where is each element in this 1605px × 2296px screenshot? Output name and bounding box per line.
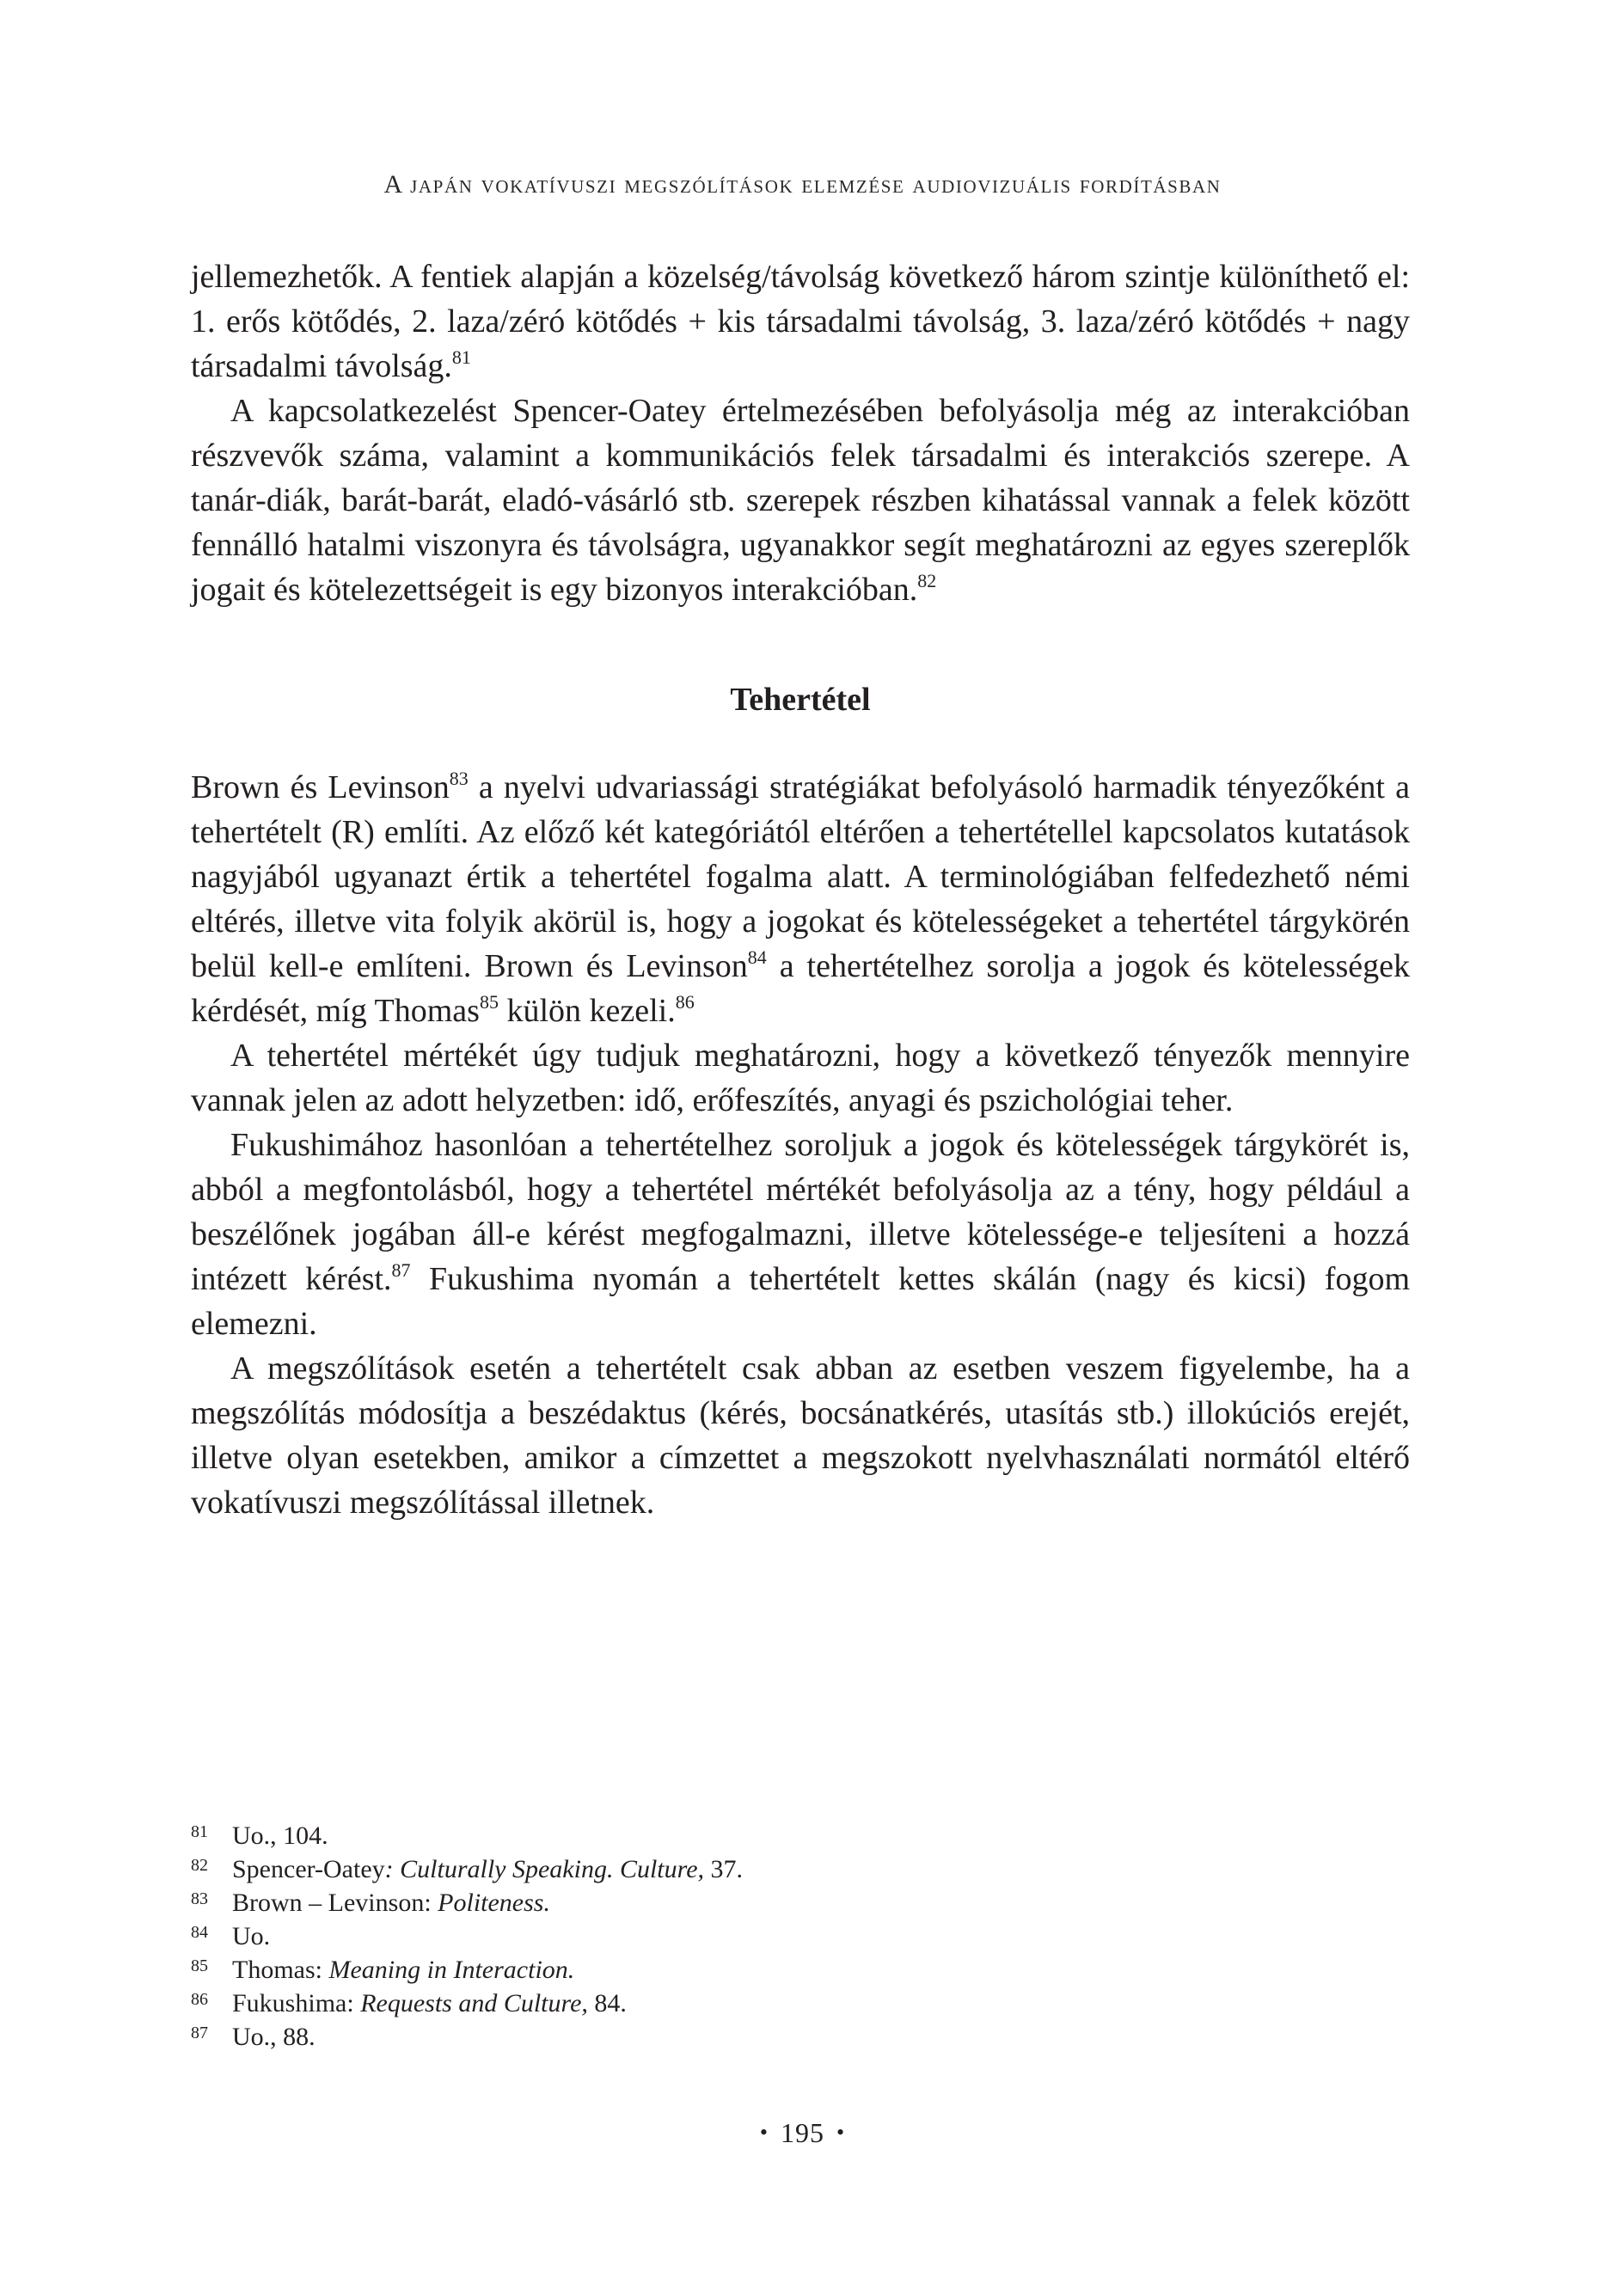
footnote-number: 84 (191, 1923, 208, 1942)
footnote-text: Spencer-Oatey: Culturally Speaking. Culture, 37. (232, 1855, 744, 1883)
page-number (0, 2117, 1605, 2149)
footnote-ref-85[interactable]: 85 (479, 991, 499, 1013)
paragraph-text: a tehertételhez sorolja a jogok és kötelességek kérdését, míg Thomas (191, 948, 1410, 1029)
footnote (191, 2020, 1222, 2054)
paragraph-1 (191, 254, 1410, 389)
paragraph-text: jellemezhetők. A fentiek alapján a közelség/távolság következő három szintje különíthető el: 1. erős kötődés, 2. laza/zéró kötődés + kis társadalmi távolság, 3. laza/zéró kötődés + nagy társadalmi távolság. (191, 259, 1410, 384)
paragraph-2 (191, 389, 1410, 612)
paragraph-4 (191, 1033, 1410, 1123)
paragraph-text: Brown és Levinson (191, 769, 450, 805)
footnote-ref-87[interactable]: 87 (391, 1259, 411, 1281)
footnote-number: 87 (191, 2024, 208, 2042)
footnote (191, 1953, 1222, 1987)
footnote-number: 81 (191, 1822, 208, 1841)
footnote-number: 82 (191, 1856, 208, 1875)
footnote (191, 1819, 1222, 1852)
footnote-number: 86 (191, 1990, 208, 2009)
footnote-ref-84[interactable]: 84 (747, 946, 767, 968)
footnote-text: Uo. (232, 1922, 271, 1950)
paragraph-text: külön kezeli. (498, 993, 676, 1029)
footnote (191, 1919, 1222, 1953)
footnote-number: 83 (191, 1889, 208, 1908)
paragraph-text: A tehertétel mértékét úgy tudjuk meghatározni, hogy a következő tényezők mennyire vannak jelen az adott helyzetben: idő, erőfeszítés, anyagi és pszichológiai teher. (191, 1038, 1410, 1118)
footnote-text: Fukushima: Requests and Culture, 84. (232, 1989, 627, 2017)
paragraph-text: Fukushima nyomán a tehertételt kettes skálán (nagy és kicsi) fogom elemezni. (191, 1261, 1411, 1342)
section-heading: Tehertétel (730, 682, 871, 718)
footnote-number: 85 (191, 1956, 208, 1975)
footnote-text: Uo., 88. (232, 2023, 315, 2051)
footnote-text: Thomas: Meaning in Interaction. (232, 1956, 575, 1984)
footnote (191, 1987, 1222, 2020)
bullet-icon: • (836, 2120, 846, 2145)
paragraph-text: Fukushimához hasonlóan a tehertételhez soroljuk a jogok és kötelességek tárgykörét is, abból a megfontolásból, hogy a tehertétel mértékét befolyásolja az a tény, hogy például a beszélőnek jogában áll-e kérést megfogalmazni, illetve kötelessége-e teljesíteni a hozzá intézett kérést. (191, 1127, 1410, 1297)
body-text (191, 254, 1410, 1525)
footnote-text: Brown – Levinson: Politeness. (232, 1889, 550, 1917)
footnote (191, 1886, 1222, 1919)
paragraph-6 (191, 1346, 1410, 1525)
paragraph-text: A kapcsolatkezelést Spencer-Oatey értelmezésében befolyásolja még az interakcióban részvevők száma, valamint a kommunikációs felek társadalmi és interakciós szerepe. A tanár-diák, barát-barát, eladó-vásárló stb. szerepek részben kihatással vannak a felek között fennálló hatalmi viszonyra és távolságra, ugyanakkor segít meghatározni az egyes szereplők jogait és kötelezettségeit is egy bizonyos interakcióban. (191, 393, 1410, 608)
page-number-value: 195 (781, 2117, 824, 2148)
footnote-ref-83[interactable]: 83 (449, 768, 469, 789)
paragraph-3 (191, 765, 1410, 1033)
running-head: A japán vokatívuszi megszólítások elemzése audiovizuális fordításban (383, 170, 1222, 199)
footnote-ref-86[interactable]: 86 (675, 991, 695, 1013)
footnote-ref-82[interactable]: 82 (917, 570, 937, 591)
paragraph-text: a nyelvi udvariassági stratégiákat befolyásoló harmadik tényezőként a tehertételt (R) említi. Az előző két kategóriától eltérően a tehertétellel kapcsolatos kutatások nagyjából ugyanazt értik a tehertétel fogalma alatt. A terminológiában felfedezhető némi eltérés, illetve vita folyik akörül is, hogy a jogokat és kötelességeket a tehertétel tárgykörén belül kell-e említeni. Brown és Levinson (191, 769, 1410, 984)
footnote (191, 1852, 1222, 1886)
footnote-ref-81[interactable]: 81 (451, 346, 471, 368)
footnote-text: Uo., 104. (232, 1821, 328, 1850)
paragraph-5 (191, 1123, 1410, 1346)
footnotes (191, 1819, 1222, 2054)
paragraph-text: A megszólítások esetén a tehertételt csak abban az esetben veszem figyelembe, ha a megszólítás módosítja a beszédaktus (kérés, bocsánatkérés, utasítás stb.) illokúciós erejét, illetve olyan esetekben, amikor a címzettet a megszokott nyelvhasználati normától eltérő vokatívuszi megszólítással illetnek. (191, 1350, 1410, 1521)
bullet-icon: • (759, 2120, 769, 2145)
